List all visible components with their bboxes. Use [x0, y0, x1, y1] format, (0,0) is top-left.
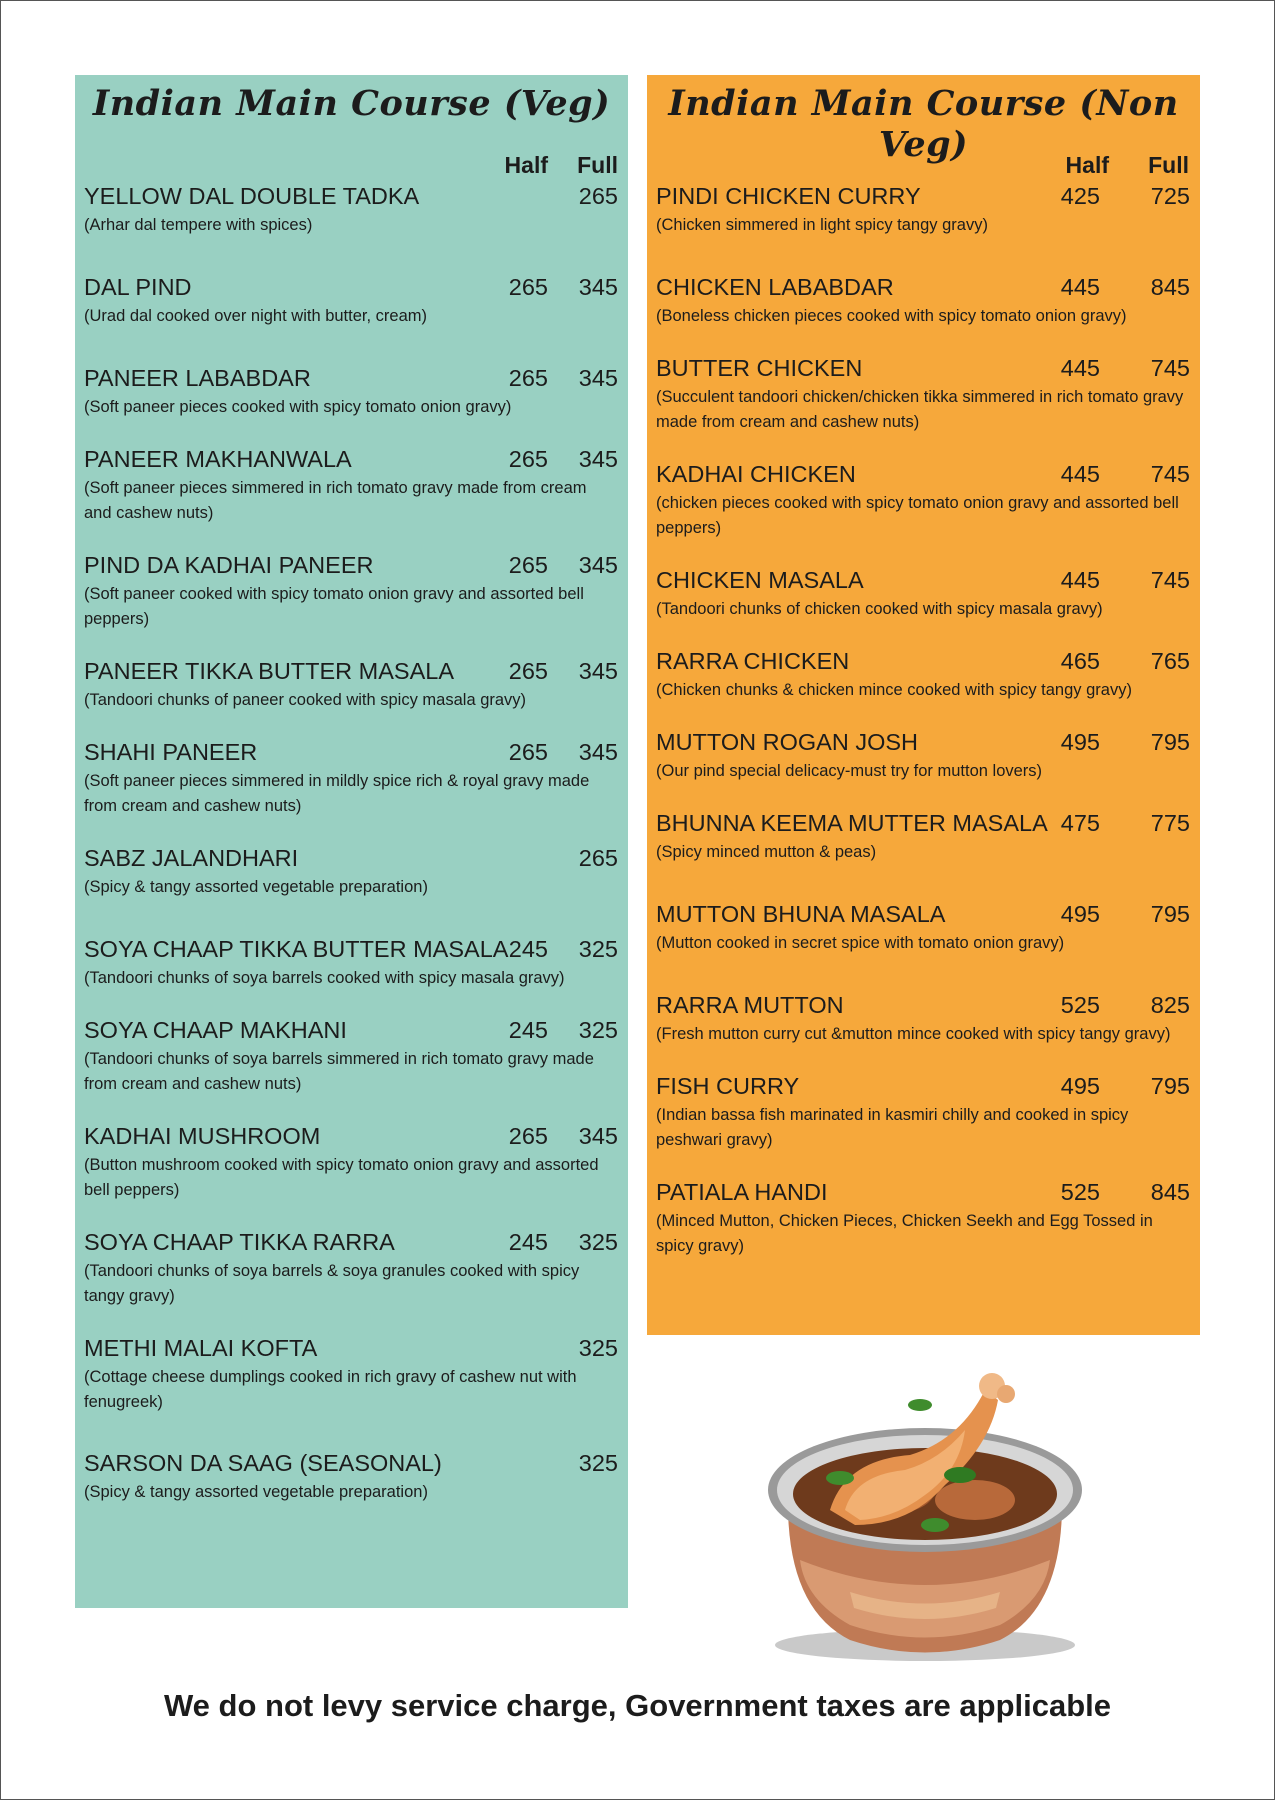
- menu-item-full-price: 345: [578, 274, 618, 300]
- veg-half-header: Half: [504, 152, 548, 178]
- menu-item-name: SHAHI PANEER: [84, 739, 258, 765]
- menu-item-half-price: 465: [1060, 648, 1100, 674]
- menu-item-description: (Our pind special delicacy-must try for mutton lovers): [656, 762, 1043, 780]
- menu-item-name: SABZ JALANDHARI: [84, 845, 299, 871]
- menu-item-half-price: 525: [1060, 1179, 1100, 1205]
- menu-item-half-price: 495: [1060, 1073, 1100, 1099]
- menu-item: [656, 899, 1190, 956]
- menu-item-half-price: 245: [508, 1017, 548, 1043]
- menu-item-half-price: 265: [508, 552, 548, 578]
- menu-item-description: (Spicy minced mutton & peas): [656, 843, 877, 861]
- menu-item-description: (Succulent tandoori chicken/chicken tikka simmered in rich tomato gravy made from cream and cashew nuts): [656, 388, 1184, 431]
- menu-item-description: (Fresh mutton curry cut &mutton mince cooked with spicy tangy gravy): [656, 1025, 1171, 1043]
- menu-item-half-price: 495: [1060, 729, 1100, 755]
- menu-item: [84, 444, 618, 525]
- menu-item-name: BHUNNA KEEMA MUTTER MASALA: [656, 810, 1048, 836]
- menu-item-name: SOYA CHAAP MAKHANI: [84, 1017, 347, 1043]
- menu-item: [656, 565, 1190, 622]
- menu-item-description: (Soft paneer cooked with spicy tomato onion gravy and assorted bell peppers): [84, 585, 584, 628]
- menu-item-name: PANEER LABABDAR: [84, 365, 311, 391]
- menu-item: [656, 459, 1190, 540]
- menu-item-description: (Arhar dal tempere with spices): [84, 216, 313, 234]
- menu-item-full-price: 345: [578, 739, 618, 765]
- menu-item-name: YELLOW DAL DOUBLE TADKA: [84, 183, 420, 209]
- menu-item-half-price: 265: [508, 446, 548, 472]
- menu-item-name: PIND DA KADHAI PANEER: [84, 552, 374, 578]
- menu-item-name: METHI MALAI KOFTA: [84, 1335, 318, 1361]
- menu-item: [656, 353, 1190, 434]
- menu-item: [84, 363, 618, 420]
- menu-item-name: RARRA CHICKEN: [656, 648, 850, 674]
- menu-item-half-price: 265: [508, 739, 548, 765]
- menu-item-description: (Tandoori chunks of paneer cooked with spicy masala gravy): [84, 691, 527, 709]
- menu-item-description: (Button mushroom cooked with spicy tomato onion gravy and assorted bell peppers): [84, 1156, 599, 1199]
- menu-item-description: (Tandoori chunks of soya barrels simmered in rich tomato gravy made from cream and cashew nuts): [84, 1050, 594, 1093]
- menu-item-half-price: 425: [1060, 183, 1100, 209]
- menu-item: [656, 1177, 1190, 1258]
- menu-item-name: CHICKEN MASALA: [656, 567, 864, 593]
- menu-item-full-price: 345: [578, 658, 618, 684]
- menu-item-half-price: 265: [508, 658, 548, 684]
- menu-item-half-price: 265: [508, 274, 548, 300]
- menu-item-half-price: 265: [508, 1123, 548, 1149]
- menu-item-name: SARSON DA SAAG (SEASONAL): [84, 1450, 442, 1476]
- menu-item-description: (Soft paneer pieces simmered in mildly spice rich & royal gravy made from cream and cashew nuts): [84, 772, 590, 815]
- menu-item-full-price: 345: [578, 1123, 618, 1149]
- menu-item: [84, 1227, 618, 1308]
- menu-item-name: PINDI CHICKEN CURRY: [656, 183, 921, 209]
- menu-item-half-price: 265: [508, 365, 548, 391]
- menu-item-description: (Boneless chicken pieces cooked with spicy tomato onion gravy): [656, 307, 1127, 325]
- menu-item-description: (Tandoori chunks of soya barrels cooked with spicy masala gravy): [84, 969, 565, 987]
- veg-section-title: Indian Main Course (Veg): [92, 83, 611, 124]
- menu-item-name: RARRA MUTTON: [656, 992, 844, 1018]
- menu-item-name: PANEER TIKKA BUTTER MASALA: [84, 658, 455, 684]
- menu-item-half-price: 245: [508, 1229, 548, 1255]
- menu-item-full-price: 725: [1150, 183, 1190, 209]
- menu-item-half-price: 445: [1060, 461, 1100, 487]
- menu-item: [84, 1121, 618, 1202]
- menu-item-full-price: 795: [1150, 901, 1190, 927]
- menu-item-full-price: 775: [1150, 810, 1190, 836]
- menu-item-name: MUTTON BHUNA MASALA: [656, 901, 946, 927]
- menu-item-name: MUTTON ROGAN JOSH: [656, 729, 918, 755]
- menu-item-description: (Soft paneer pieces simmered in rich tomato gravy made from cream and cashew nuts): [84, 479, 587, 522]
- menu-item-full-price: 745: [1150, 355, 1190, 381]
- nonveg-half-header: Half: [1065, 152, 1109, 178]
- menu-item: [84, 181, 618, 238]
- menu-item-description: (Indian bassa fish marinated in kasmiri chilly and cooked in spicy peshwari gravy): [656, 1106, 1129, 1149]
- menu-item: [84, 737, 618, 818]
- chicken-curry-handi-icon: [760, 1360, 1090, 1665]
- menu-item: [656, 646, 1190, 703]
- menu-item-description: (Urad dal cooked over night with butter, cream): [84, 307, 427, 325]
- menu-item: [656, 272, 1190, 329]
- menu-item-name: PATIALA HANDI: [656, 1179, 828, 1205]
- menu-item-description: (chicken pieces cooked with spicy tomato onion gravy and assorted bell peppers): [656, 494, 1179, 537]
- menu-item-name: CHICKEN LABABDAR: [656, 274, 894, 300]
- menu-item: [84, 656, 618, 713]
- menu-item-half-price: 525: [1060, 992, 1100, 1018]
- menu-item-full-price: 745: [1150, 567, 1190, 593]
- menu-item-full-price: 345: [578, 446, 618, 472]
- menu-item-description: (Mutton cooked in secret spice with tomato onion gravy): [656, 934, 1065, 952]
- menu-item-full-price: 825: [1150, 992, 1190, 1018]
- menu-item-full-price: 765: [1150, 648, 1190, 674]
- menu-item-description: (Chicken chunks & chicken mince cooked with spicy tangy gravy): [656, 681, 1132, 699]
- menu-item-full-price: 845: [1150, 1179, 1190, 1205]
- menu-item-full-price: 325: [578, 1229, 618, 1255]
- menu-item: [656, 181, 1190, 238]
- menu-item-description: (Minced Mutton, Chicken Pieces, Chicken Seekh and Egg Tossed in spicy gravy): [656, 1212, 1153, 1255]
- menu-item: [84, 1448, 618, 1505]
- menu-item-full-price: 265: [578, 845, 618, 871]
- menu-item-full-price: 795: [1150, 1073, 1190, 1099]
- menu-item-name: SOYA CHAAP TIKKA BUTTER MASALA: [84, 936, 509, 962]
- menu-item-half-price: 245: [508, 936, 548, 962]
- menu-item: [656, 1071, 1190, 1152]
- veg-menu-panel: [75, 75, 628, 1608]
- menu-item-half-price: 445: [1060, 567, 1100, 593]
- menu-item-name: KADHAI MUSHROOM: [84, 1123, 321, 1149]
- menu-item: [84, 1015, 618, 1096]
- menu-item: [84, 843, 618, 900]
- menu-item-description: (Soft paneer pieces cooked with spicy tomato onion gravy): [84, 398, 512, 416]
- nonveg-section-title: Indian Main Course (Non Veg): [668, 83, 1179, 165]
- menu-item-description: (Spicy & tangy assorted vegetable preparation): [84, 1483, 428, 1501]
- menu-item-full-price: 795: [1150, 729, 1190, 755]
- menu-item-description: (Spicy & tangy assorted vegetable preparation): [84, 878, 428, 896]
- menu-item-full-price: 265: [578, 183, 618, 209]
- menu-item-name: SOYA CHAAP TIKKA RARRA: [84, 1229, 395, 1255]
- menu-item-half-price: 495: [1060, 901, 1100, 927]
- menu-item-name: PANEER MAKHANWALA: [84, 446, 352, 472]
- menu-item-description: (Tandoori chunks of soya barrels & soya granules cooked with spicy tangy gravy): [84, 1262, 580, 1305]
- veg-full-header: Full: [577, 152, 618, 178]
- menu-item-half-price: 445: [1060, 274, 1100, 300]
- menu-item-name: FISH CURRY: [656, 1073, 800, 1099]
- menu-item-full-price: 325: [578, 936, 618, 962]
- menu-item-name: BUTTER CHICKEN: [656, 355, 863, 381]
- menu-item-full-price: 745: [1150, 461, 1190, 487]
- nonveg-full-header: Full: [1148, 152, 1189, 178]
- menu-item: [84, 272, 618, 329]
- service-charge-notice: We do not levy service charge, Government taxes are applicable: [163, 1688, 1112, 1723]
- menu-item: [656, 990, 1190, 1047]
- menu-item: [84, 1333, 618, 1414]
- menu-item: [84, 934, 618, 991]
- menu-item-half-price: 475: [1060, 810, 1100, 836]
- menu-item-full-price: 325: [578, 1335, 618, 1361]
- menu-item-description: (Cottage cheese dumplings cooked in rich gravy of cashew nut with fenugreek): [84, 1368, 577, 1411]
- menu-item-full-price: 345: [578, 365, 618, 391]
- menu-item-full-price: 845: [1150, 274, 1190, 300]
- menu-item-full-price: 345: [578, 552, 618, 578]
- menu-item-half-price: 445: [1060, 355, 1100, 381]
- menu-item-name: KADHAI CHICKEN: [656, 461, 856, 487]
- menu-item-name: DAL PIND: [84, 274, 192, 300]
- menu-item-description: (Chicken simmered in light spicy tangy gravy): [656, 216, 988, 234]
- menu-item-description: (Tandoori chunks of chicken cooked with spicy masala gravy): [656, 600, 1103, 618]
- menu-item: [84, 550, 618, 631]
- menu-item: [656, 727, 1190, 784]
- menu-item: [656, 808, 1190, 865]
- menu-item-full-price: 325: [578, 1450, 618, 1476]
- menu-item-full-price: 325: [578, 1017, 618, 1043]
- nonveg-menu-panel: [647, 75, 1200, 1335]
